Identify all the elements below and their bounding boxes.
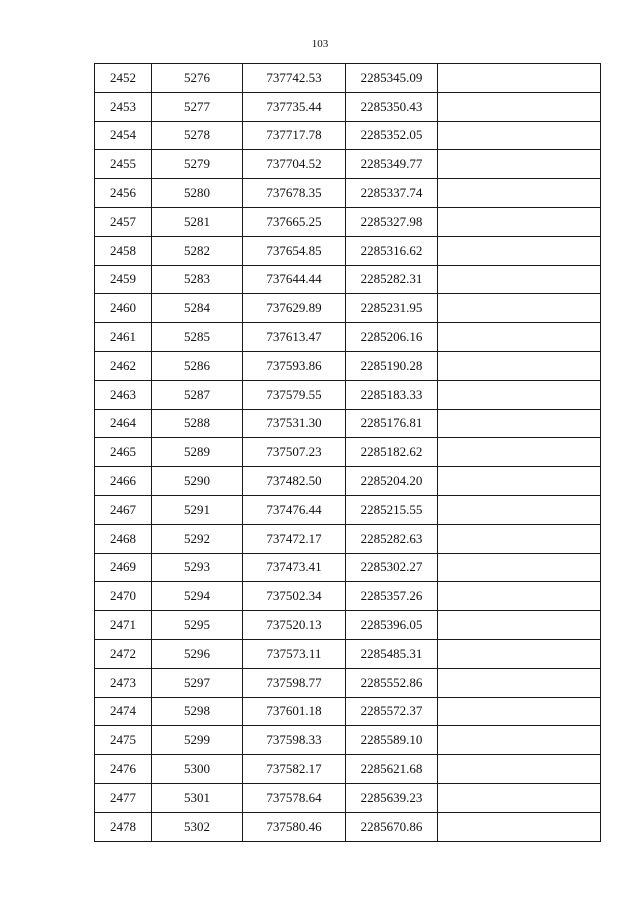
x-coordinate-cell: 737531.30 <box>243 409 346 438</box>
table-row <box>95 121 601 150</box>
x-coordinate-cell: 737665.25 <box>243 207 346 236</box>
y-coordinate-cell: 2285282.31 <box>346 265 438 294</box>
point-number-cell: 5280 <box>152 179 243 208</box>
point-number-cell: 5276 <box>152 64 243 93</box>
table-row <box>95 582 601 611</box>
note-cell <box>438 323 601 352</box>
y-coordinate-cell: 2285231.95 <box>346 294 438 323</box>
x-coordinate-cell: 737579.55 <box>243 380 346 409</box>
note-cell <box>438 64 601 93</box>
x-coordinate-cell: 737573.11 <box>243 639 346 668</box>
x-coordinate-cell: 737482.50 <box>243 467 346 496</box>
y-coordinate-cell: 2285182.62 <box>346 438 438 467</box>
table-row <box>95 409 601 438</box>
note-cell <box>438 236 601 265</box>
note-cell <box>438 351 601 380</box>
table-row <box>95 668 601 697</box>
note-cell <box>438 380 601 409</box>
row-index-cell: 2452 <box>95 64 152 93</box>
x-coordinate-cell: 737717.78 <box>243 121 346 150</box>
table-row <box>95 553 601 582</box>
x-coordinate-cell: 737520.13 <box>243 611 346 640</box>
point-number-cell: 5293 <box>152 553 243 582</box>
page-number: 103 <box>311 38 329 50</box>
x-coordinate-cell: 737704.52 <box>243 150 346 179</box>
y-coordinate-cell: 2285352.05 <box>346 121 438 150</box>
point-number-cell: 5298 <box>152 697 243 726</box>
y-coordinate-cell: 2285350.43 <box>346 92 438 121</box>
row-index-cell: 2458 <box>95 236 152 265</box>
table-row <box>95 351 601 380</box>
row-index-cell: 2456 <box>95 179 152 208</box>
row-index-cell: 2470 <box>95 582 152 611</box>
table-row <box>95 323 601 352</box>
table-row <box>95 524 601 553</box>
y-coordinate-cell: 2285589.10 <box>346 726 438 755</box>
x-coordinate-cell: 737601.18 <box>243 697 346 726</box>
x-coordinate-cell: 737629.89 <box>243 294 346 323</box>
row-index-cell: 2453 <box>95 92 152 121</box>
x-coordinate-cell: 737613.47 <box>243 323 346 352</box>
note-cell <box>438 409 601 438</box>
point-number-cell: 5278 <box>152 121 243 150</box>
y-coordinate-cell: 2285316.62 <box>346 236 438 265</box>
row-index-cell: 2472 <box>95 639 152 668</box>
note-cell <box>438 668 601 697</box>
x-coordinate-cell: 737472.17 <box>243 524 346 553</box>
table-row <box>95 236 601 265</box>
point-number-cell: 5284 <box>152 294 243 323</box>
point-number-cell: 5286 <box>152 351 243 380</box>
point-number-cell: 5300 <box>152 755 243 784</box>
point-number-cell: 5290 <box>152 467 243 496</box>
note-cell <box>438 495 601 524</box>
table-row <box>95 265 601 294</box>
row-index-cell: 2468 <box>95 524 152 553</box>
row-index-cell: 2469 <box>95 553 152 582</box>
point-number-cell: 5297 <box>152 668 243 697</box>
x-coordinate-cell: 737578.64 <box>243 783 346 812</box>
point-number-cell: 5294 <box>152 582 243 611</box>
point-number-cell: 5283 <box>152 265 243 294</box>
point-number-cell: 5282 <box>152 236 243 265</box>
point-number-cell: 5299 <box>152 726 243 755</box>
table-row <box>95 438 601 467</box>
note-cell <box>438 553 601 582</box>
y-coordinate-cell: 2285670.86 <box>346 812 438 841</box>
x-coordinate-cell: 737507.23 <box>243 438 346 467</box>
x-coordinate-cell: 737580.46 <box>243 812 346 841</box>
y-coordinate-cell: 2285215.55 <box>346 495 438 524</box>
y-coordinate-cell: 2285282.63 <box>346 524 438 553</box>
point-number-cell: 5302 <box>152 812 243 841</box>
y-coordinate-cell: 2285357.26 <box>346 582 438 611</box>
note-cell <box>438 121 601 150</box>
y-coordinate-cell: 2285396.05 <box>346 611 438 640</box>
point-number-cell: 5279 <box>152 150 243 179</box>
y-coordinate-cell: 2285183.33 <box>346 380 438 409</box>
table-body <box>95 64 601 842</box>
table-row <box>95 611 601 640</box>
point-number-cell: 5287 <box>152 380 243 409</box>
y-coordinate-cell: 2285176.81 <box>346 409 438 438</box>
x-coordinate-cell: 737598.77 <box>243 668 346 697</box>
note-cell <box>438 524 601 553</box>
row-index-cell: 2459 <box>95 265 152 294</box>
y-coordinate-cell: 2285639.23 <box>346 783 438 812</box>
table-row <box>95 639 601 668</box>
note-cell <box>438 179 601 208</box>
x-coordinate-cell: 737644.44 <box>243 265 346 294</box>
row-index-cell: 2476 <box>95 755 152 784</box>
table-row <box>95 783 601 812</box>
note-cell <box>438 150 601 179</box>
y-coordinate-cell: 2285621.68 <box>346 755 438 784</box>
y-coordinate-cell: 2285485.31 <box>346 639 438 668</box>
row-index-cell: 2475 <box>95 726 152 755</box>
y-coordinate-cell: 2285206.16 <box>346 323 438 352</box>
note-cell <box>438 92 601 121</box>
point-number-cell: 5281 <box>152 207 243 236</box>
row-index-cell: 2457 <box>95 207 152 236</box>
note-cell <box>438 582 601 611</box>
note-cell <box>438 265 601 294</box>
x-coordinate-cell: 737502.34 <box>243 582 346 611</box>
row-index-cell: 2467 <box>95 495 152 524</box>
row-index-cell: 2474 <box>95 697 152 726</box>
y-coordinate-cell: 2285190.28 <box>346 351 438 380</box>
row-index-cell: 2465 <box>95 438 152 467</box>
point-number-cell: 5296 <box>152 639 243 668</box>
table-row <box>95 697 601 726</box>
note-cell <box>438 611 601 640</box>
y-coordinate-cell: 2285327.98 <box>346 207 438 236</box>
point-number-cell: 5291 <box>152 495 243 524</box>
y-coordinate-cell: 2285572.37 <box>346 697 438 726</box>
x-coordinate-cell: 737654.85 <box>243 236 346 265</box>
row-index-cell: 2462 <box>95 351 152 380</box>
table-row <box>95 64 601 93</box>
row-index-cell: 2477 <box>95 783 152 812</box>
row-index-cell: 2454 <box>95 121 152 150</box>
y-coordinate-cell: 2285302.27 <box>346 553 438 582</box>
note-cell <box>438 207 601 236</box>
table-row <box>95 92 601 121</box>
table-row <box>95 467 601 496</box>
table-row <box>95 755 601 784</box>
table-row <box>95 207 601 236</box>
note-cell <box>438 783 601 812</box>
x-coordinate-cell: 737742.53 <box>243 64 346 93</box>
row-index-cell: 2460 <box>95 294 152 323</box>
row-index-cell: 2463 <box>95 380 152 409</box>
row-index-cell: 2461 <box>95 323 152 352</box>
point-number-cell: 5289 <box>152 438 243 467</box>
note-cell <box>438 697 601 726</box>
y-coordinate-cell: 2285552.86 <box>346 668 438 697</box>
table-row <box>95 179 601 208</box>
point-number-cell: 5277 <box>152 92 243 121</box>
coordinate-table <box>94 63 601 842</box>
row-index-cell: 2473 <box>95 668 152 697</box>
table-row <box>95 380 601 409</box>
table-row <box>95 726 601 755</box>
x-coordinate-cell: 737678.35 <box>243 179 346 208</box>
y-coordinate-cell: 2285337.74 <box>346 179 438 208</box>
table-row <box>95 812 601 841</box>
x-coordinate-cell: 737582.17 <box>243 755 346 784</box>
x-coordinate-cell: 737593.86 <box>243 351 346 380</box>
row-index-cell: 2455 <box>95 150 152 179</box>
y-coordinate-cell: 2285349.77 <box>346 150 438 179</box>
y-coordinate-cell: 2285204.20 <box>346 467 438 496</box>
point-number-cell: 5295 <box>152 611 243 640</box>
note-cell <box>438 812 601 841</box>
table-row <box>95 150 601 179</box>
note-cell <box>438 639 601 668</box>
note-cell <box>438 438 601 467</box>
x-coordinate-cell: 737735.44 <box>243 92 346 121</box>
note-cell <box>438 755 601 784</box>
x-coordinate-cell: 737598.33 <box>243 726 346 755</box>
row-index-cell: 2471 <box>95 611 152 640</box>
x-coordinate-cell: 737476.44 <box>243 495 346 524</box>
table-row <box>95 495 601 524</box>
x-coordinate-cell: 737473.41 <box>243 553 346 582</box>
note-cell <box>438 467 601 496</box>
table-row <box>95 294 601 323</box>
row-index-cell: 2464 <box>95 409 152 438</box>
y-coordinate-cell: 2285345.09 <box>346 64 438 93</box>
row-index-cell: 2478 <box>95 812 152 841</box>
note-cell <box>438 294 601 323</box>
point-number-cell: 5288 <box>152 409 243 438</box>
point-number-cell: 5285 <box>152 323 243 352</box>
point-number-cell: 5292 <box>152 524 243 553</box>
note-cell <box>438 726 601 755</box>
point-number-cell: 5301 <box>152 783 243 812</box>
row-index-cell: 2466 <box>95 467 152 496</box>
